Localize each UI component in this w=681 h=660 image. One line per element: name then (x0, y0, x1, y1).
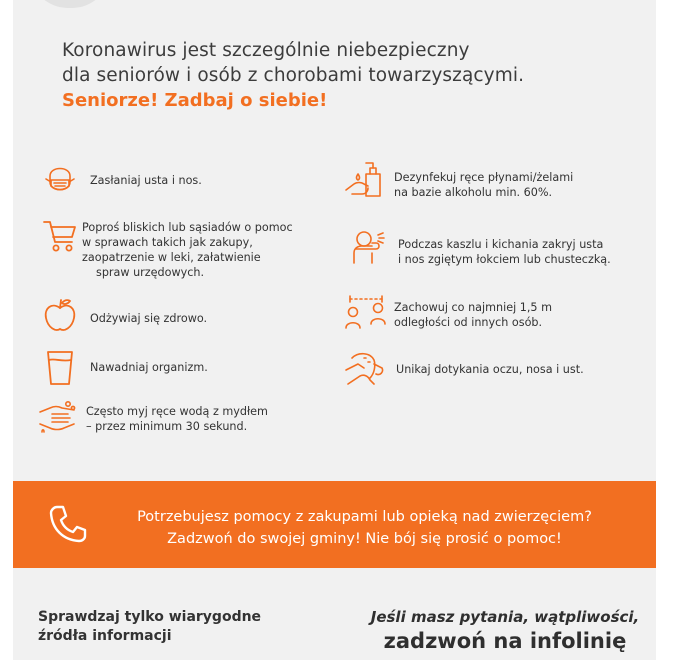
hotline-note (360, 608, 650, 655)
tip-text-line: Podczas kaszlu i kichania zakryj usta (398, 238, 604, 251)
apple-icon (42, 296, 78, 336)
tip-text-line: Unikaj dotykania oczu, nosa i ust. (396, 363, 584, 376)
washing-hands-icon (38, 398, 78, 438)
hotline-question: Jeśli masz pytania, wątpliwości, (370, 608, 640, 626)
tip-face-mask (42, 160, 202, 200)
tip-text-line: spraw urzędowych. (96, 266, 205, 279)
reliable-sources-line-2: źródła informacji (38, 628, 172, 644)
tip-text-line: i nos zgiętym łokciem lub chusteczką. (398, 253, 611, 266)
tip-text-line: Poproś bliskich lub sąsiadów o pomoc (82, 221, 293, 234)
face-mask-icon (42, 160, 78, 200)
hotline-call-to-action: zadzwoń na infolinię (383, 629, 627, 653)
help-band-line-2: Zadzwoń do swojej gminy! Nie bój się prosić o pomoc! (167, 531, 562, 547)
tip-text-line: Odżywiaj się zdrowo. (90, 312, 208, 325)
tip-text-line: Nawadniaj organizm. (90, 361, 208, 374)
tip-text-line: zaopatrzenie w leki, załatwienie (82, 251, 261, 264)
tip-avoid-touching-face (344, 350, 584, 390)
tip-sneeze-elbow (350, 227, 611, 267)
tip-wash-hands (38, 398, 268, 438)
help-band-line-1: Potrzebujesz pomocy z zakupami lub opieką nad zwierzęciem? (137, 509, 592, 525)
tip-text-line: Zachowuj co najmniej 1,5 m (394, 301, 553, 314)
sneeze-elbow-icon (350, 227, 386, 267)
tip-hydrate (42, 348, 208, 388)
tip-text-line: Dezynfekuj ręce płynami/żelami (394, 171, 574, 184)
headline-line-1: Koronawirus jest szczególnie niebezpieczny (62, 40, 470, 61)
headline-slogan: Seniorze! Zadbaj o siebie! (62, 90, 328, 111)
tip-text-line: odległości od innych osób. (394, 316, 543, 329)
headline (62, 38, 622, 114)
tip-social-distance (344, 290, 552, 330)
headline-line-2: dla seniorów i osób z chorobami towarzyszącymi. (62, 65, 525, 86)
tip-eat-healthy (42, 296, 207, 336)
social-distance-icon (344, 290, 388, 330)
hand-sanitizer-icon (344, 160, 384, 200)
glass-of-water-icon (42, 348, 78, 388)
shopping-cart-icon (42, 216, 78, 256)
reliable-sources-note (38, 608, 318, 646)
help-band (13, 481, 656, 568)
tip-text-line: na bazie alkoholu min. 60%. (394, 186, 553, 199)
tip-text-line: w sprawach takich jak zakupy, (82, 236, 253, 249)
tip-text-line: Często myj ręce wodą z mydłem (86, 405, 268, 418)
tip-ask-for-help (42, 216, 293, 280)
tip-disinfect (344, 160, 573, 200)
touch-face-icon (344, 350, 386, 390)
tip-text-line: – przez minimum 30 sekund. (86, 420, 248, 433)
tip-text-line: Zasłaniaj usta i nos. (90, 174, 202, 187)
reliable-sources-line-1: Sprawdzaj tylko wiarygodne (38, 609, 262, 625)
